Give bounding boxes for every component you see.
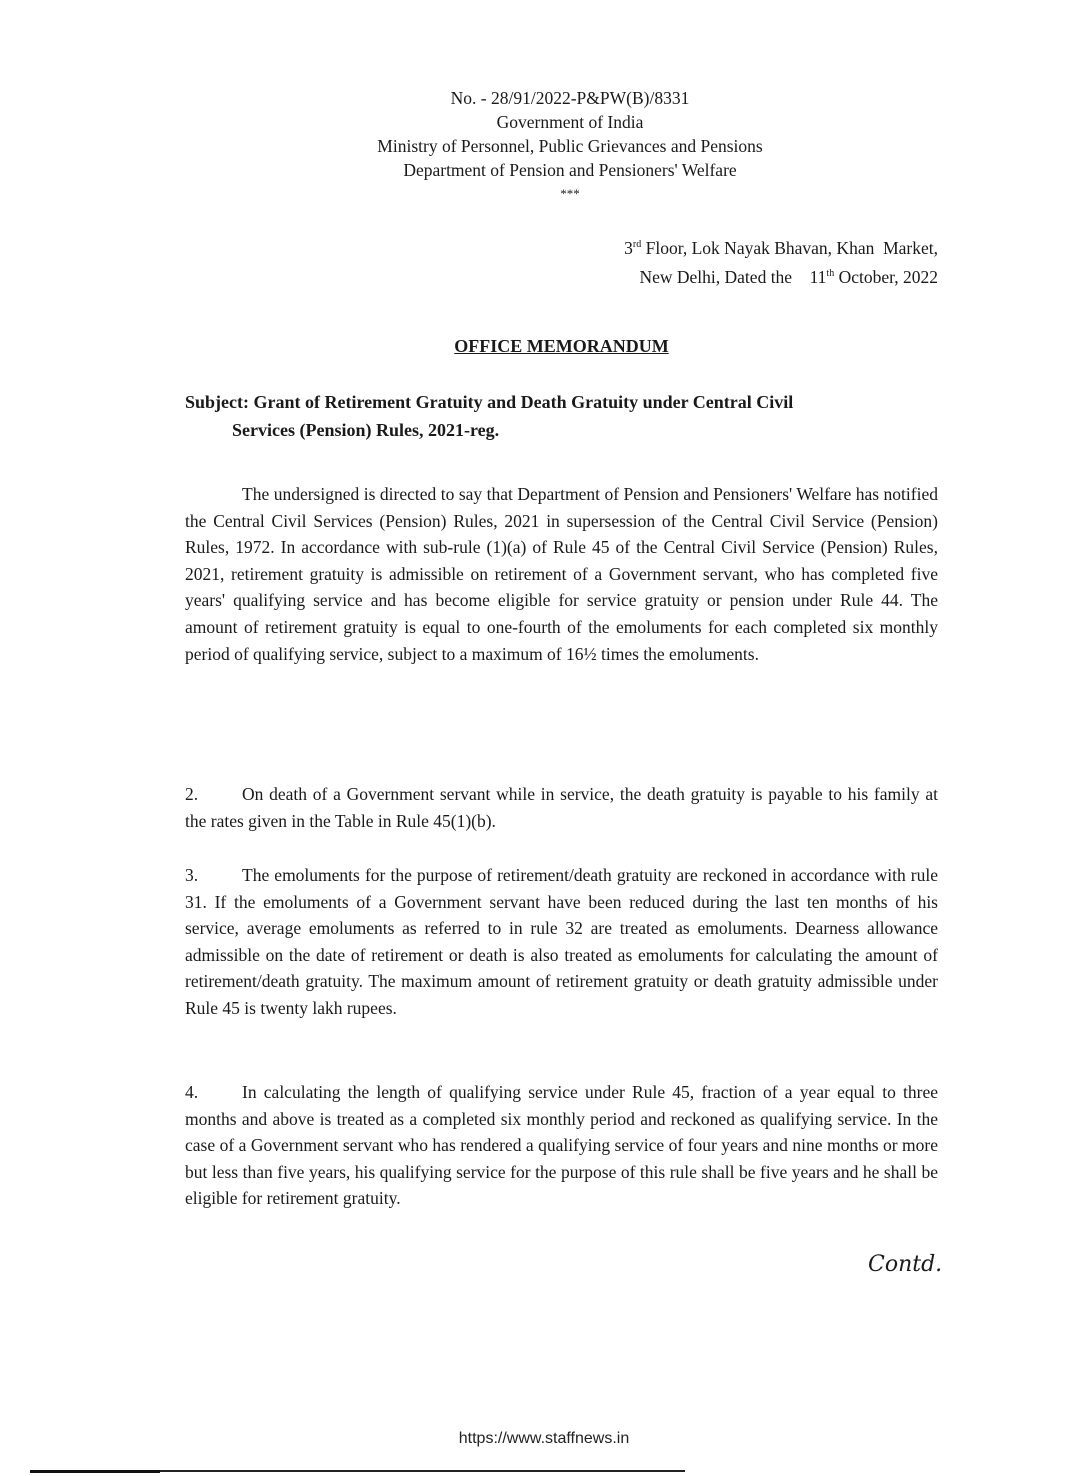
paragraph-text: In calculating the length of qualifying service under Rule 45, fraction of a year equal to three months and above is treated as a completed six monthly period and reckoned as qualifying service. In the case of a Government servant who has rendered a qualifying service of four years and nine months or more but less than five years, his qualifying service for the purpose of this rule shall be five years and he shall be eligible for retirement gratuity. — [185, 1082, 938, 1209]
footer-url: https://www.staffnews.in — [458, 1430, 630, 1447]
paragraph-number: 3. — [185, 865, 199, 885]
floor-number: 3 — [624, 237, 633, 258]
subject-line-1: Subject: Grant of Retirement Gratuity and Death Gratuity under Central Civil — [185, 392, 794, 412]
paragraph-3 — [185, 862, 938, 1022]
paragraph-2 — [185, 781, 938, 834]
paragraph-number: 4. — [185, 1082, 199, 1102]
department-name: Department of Pension and Pensioners' Welfare — [403, 160, 737, 180]
scan-edge-line-thick — [30, 1470, 160, 1473]
subject — [185, 388, 938, 444]
address-line — [624, 232, 938, 261]
date-text: October, 2022 — [834, 266, 938, 287]
reference-number: No. - 28/91/2022-P&PW(B)/8331 — [450, 88, 690, 108]
paragraph-1: The undersigned is directed to say that Department of Pension and Pensioners' Welfare has notified the Central Civil Services (Pension) Rules, 2021 in supersession of the Central Civil Service (Pension) Rules, 1972. In accordance with sub-rule (1)(a) of Rule 45 of the Central Civil Service (Pension) Rules, 2021, retirement gratuity is admissible on retirement of a Government servant, who has completed five years' qualifying service and has become eligible for service gratuity or pension under Rule 44. The amount of retirement gratuity is equal to one-fourth of the emoluments for each completed six monthly period of qualifying service, subject to a maximum of 16½ times the emoluments. — [185, 484, 938, 664]
ministry-name: Ministry of Personnel, Public Grievances and Pensions — [377, 136, 763, 156]
date-prefix: New Delhi, Dated the 11 — [639, 266, 827, 287]
subject-line-2: Services (Pension) Rules, 2021-reg. — [232, 420, 500, 440]
document-title: OFFICE MEMORANDUM — [454, 336, 669, 356]
date-line — [624, 261, 938, 290]
separator-stars: *** — [560, 186, 580, 201]
address-block — [624, 232, 938, 290]
paragraph-text: On death of a Government servant while in service, the death gratuity is payable to his family at the rates given in the Table in Rule 45(1)(b). — [185, 784, 938, 831]
letterhead — [300, 86, 840, 206]
paragraph-text: The emoluments for the purpose of retirement/death gratuity are reckoned in accordance with rule 31. If the emoluments of a Government servant have been reduced during the last ten months of his service, average emoluments as referred to in rule 32 are treated as emoluments. Dearness allowance admissible on the date of retirement or death is also treated as emoluments for calculating the amount of retirement/death gratuity. The maximum amount of retirement gratuity or death gratuity admissible under Rule 45 is twenty lakh rupees. — [185, 865, 938, 1018]
floor-suffix: rd — [632, 239, 642, 250]
continued-handwritten-note: Contd. — [868, 1252, 943, 1277]
paragraph-4 — [185, 1079, 938, 1212]
paragraph-number: 2. — [185, 784, 199, 804]
date-suffix: th — [826, 267, 835, 279]
address-text: Floor, Lok Nayak Bhavan, Khan Market, — [641, 237, 938, 258]
government-name: Government of India — [496, 112, 644, 132]
